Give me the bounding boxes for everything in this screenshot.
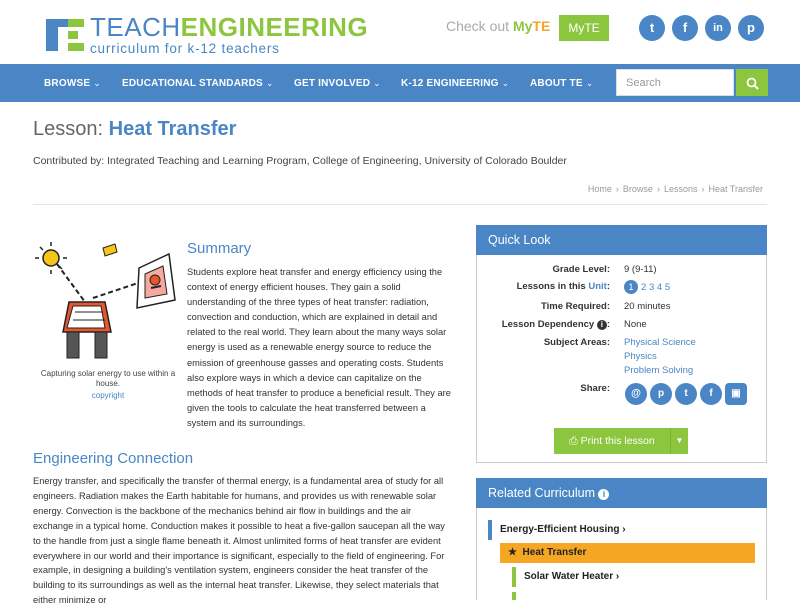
engineering-connection-heading: Engineering Connection (33, 450, 194, 467)
facebook-icon[interactable]: f (700, 383, 722, 405)
breadcrumb: Home › Browse › Lessons › Heat Transfer (587, 184, 763, 194)
myte-promo: Check out MyTE (446, 18, 551, 34)
divider (33, 204, 767, 205)
search-input[interactable] (616, 69, 734, 96)
chevron-right-icon: › (622, 524, 626, 535)
image-credit-link[interactable]: copyright (91, 391, 125, 400)
share-label: Share: (580, 383, 610, 394)
lesson-number-link[interactable]: 5 (664, 282, 671, 293)
lesson-number-current[interactable]: 1 (624, 280, 638, 294)
search-icon (746, 77, 759, 90)
page-title: Lesson: Heat Transfer (33, 118, 237, 140)
nav-k12-engineering[interactable]: K-12 ENGINEERING ⌄ (401, 78, 510, 89)
breadcrumb-lessons[interactable]: Lessons (663, 184, 698, 194)
twitter-icon[interactable]: t (675, 383, 697, 405)
subject-link-physics[interactable]: Physics (624, 351, 657, 362)
summary-text: Students explore heat transfer and energy efficiency using the context of energy efficient houses. They gain a solid understanding of the three types of heat transfer: radiation, convection and conduction, which are explained in detail and related to the real world. They learn about the many ways solar energy is used as a renewable energy source to reduce the emission of greenhouse gasses and operating costs. Students also explore ways in which a device can capitalize on the methods of heat transfer to produce a beneficial result. They are given the tools to calculate the heat transferred between a system and its surroundings. (187, 267, 451, 428)
contributed-by: Contributed by: Integrated Teaching and Learning Program, College of Engineering, University of Colorado Boulder (33, 155, 567, 167)
nav-about-te[interactable]: ABOUT TE ⌄ (530, 78, 594, 89)
nav-browse[interactable]: BROWSE ⌄ (44, 78, 101, 89)
breadcrumb-home[interactable]: Home (587, 184, 612, 194)
info-icon[interactable]: i (597, 320, 607, 330)
chevron-right-icon: › (615, 571, 620, 582)
related-item-energy-efficient-housing[interactable]: Energy-Efficient Housing › (488, 520, 758, 540)
print-lesson-button[interactable] (554, 428, 688, 454)
related-curriculum-heading: Related Curriculum i (476, 478, 767, 508)
subject-link-problem-solving[interactable]: Problem Solving (624, 365, 694, 376)
logo-tagline: curriculum for k-12 teachers (90, 41, 280, 56)
search-button[interactable] (736, 69, 768, 96)
lesson-dependency-label: Lesson Dependency i : (501, 319, 610, 330)
logo-text-teach: TEACH (90, 12, 181, 42)
lesson-dependency-value: None (624, 319, 647, 330)
logo-text-engineering: ENGINEERING (180, 12, 369, 42)
chevron-down-icon: ⌄ (265, 78, 274, 88)
printer-icon: ⎙ (569, 435, 578, 447)
email-icon[interactable]: @ (625, 383, 647, 405)
subject-areas-list (624, 336, 696, 378)
site-header (0, 0, 800, 62)
nav-educational-standards[interactable]: EDUCATIONAL STANDARDS ⌄ (122, 78, 274, 89)
time-required-value: 20 minutes (624, 301, 671, 312)
myte-button[interactable]: MyTE (559, 15, 609, 41)
subject-areas-label: Subject Areas: (543, 337, 610, 348)
breadcrumb-browse[interactable]: Browse (622, 184, 653, 194)
grade-level-label: Grade Level: (552, 264, 610, 275)
info-icon[interactable]: i (598, 489, 609, 500)
related-item-partial[interactable] (512, 592, 755, 600)
chevron-down-icon: ⌄ (585, 78, 594, 88)
teachengineering-logo[interactable] (46, 14, 368, 56)
lesson-number-link[interactable]: 3 (648, 282, 655, 293)
pinterest-icon[interactable]: p (650, 383, 672, 405)
lesson-numbers (624, 280, 670, 295)
related-item-heat-transfer[interactable]: ★ Heat Transfer (500, 543, 755, 563)
chevron-down-icon: ⌄ (501, 78, 510, 88)
lesson-number-link[interactable]: 4 (656, 282, 663, 293)
linkedin-icon[interactable]: in (705, 15, 731, 41)
summary-heading: Summary (187, 240, 252, 257)
print-options-caret[interactable]: ▼ (670, 428, 688, 454)
grade-level-value: 9 (9-11) (624, 264, 657, 275)
unit-link[interactable]: Unit (588, 281, 607, 292)
chevron-down-icon: ⌄ (373, 78, 381, 88)
breadcrumb-current: Heat Transfer (708, 184, 763, 194)
image-caption: Capturing solar energy to use within a house. copyright (33, 369, 183, 401)
pinterest-icon[interactable]: p (738, 15, 764, 41)
quick-look-heading: Quick Look (476, 225, 767, 255)
related-item-solar-water-heater[interactable]: Solar Water Heater › (512, 567, 755, 587)
chevron-down-icon: ⌄ (93, 78, 101, 88)
facebook-icon[interactable]: f (672, 15, 698, 41)
engineering-connection-text: Energy transfer, and specifically the transfer of thermal energy, is a fundamental area of study for all engineers. Radiation makes the Earth habitable for humans, and provides us with renewable solar energy. Convection is the backbone of the mechanics behind air flow in buildings and the air exchange in a typical home. Conduction makes it possible to heat a five-gallon saucepan all the way to the handle from just a single flame beneath it. Almost unlimited forms of heat transfer are evident everywhere in our world and their importance is significant, especially to the field of engineering. For example, in designing a building's ventilation system, engineers consider the heat transfer of the building to its surroundings as well as the internal heat transfer. Likewise, they select materials that either minimize or (33, 476, 445, 606)
star-icon: ★ (508, 547, 517, 558)
classroom-icon[interactable]: ▣ (725, 383, 747, 405)
subject-link-physical-science[interactable]: Physical Science (624, 337, 696, 348)
twitter-icon[interactable]: t (639, 15, 665, 41)
lessons-in-unit-label: Lessons in this Unit: (516, 281, 610, 292)
logo-mark-icon (46, 17, 84, 53)
print-lesson-label: Print this lesson (580, 435, 655, 447)
time-required-label: Time Required: (541, 301, 610, 312)
lesson-number-link[interactable]: 2 (641, 282, 647, 293)
nav-get-involved[interactable]: GET INVOLVED ⌄ (294, 78, 381, 89)
